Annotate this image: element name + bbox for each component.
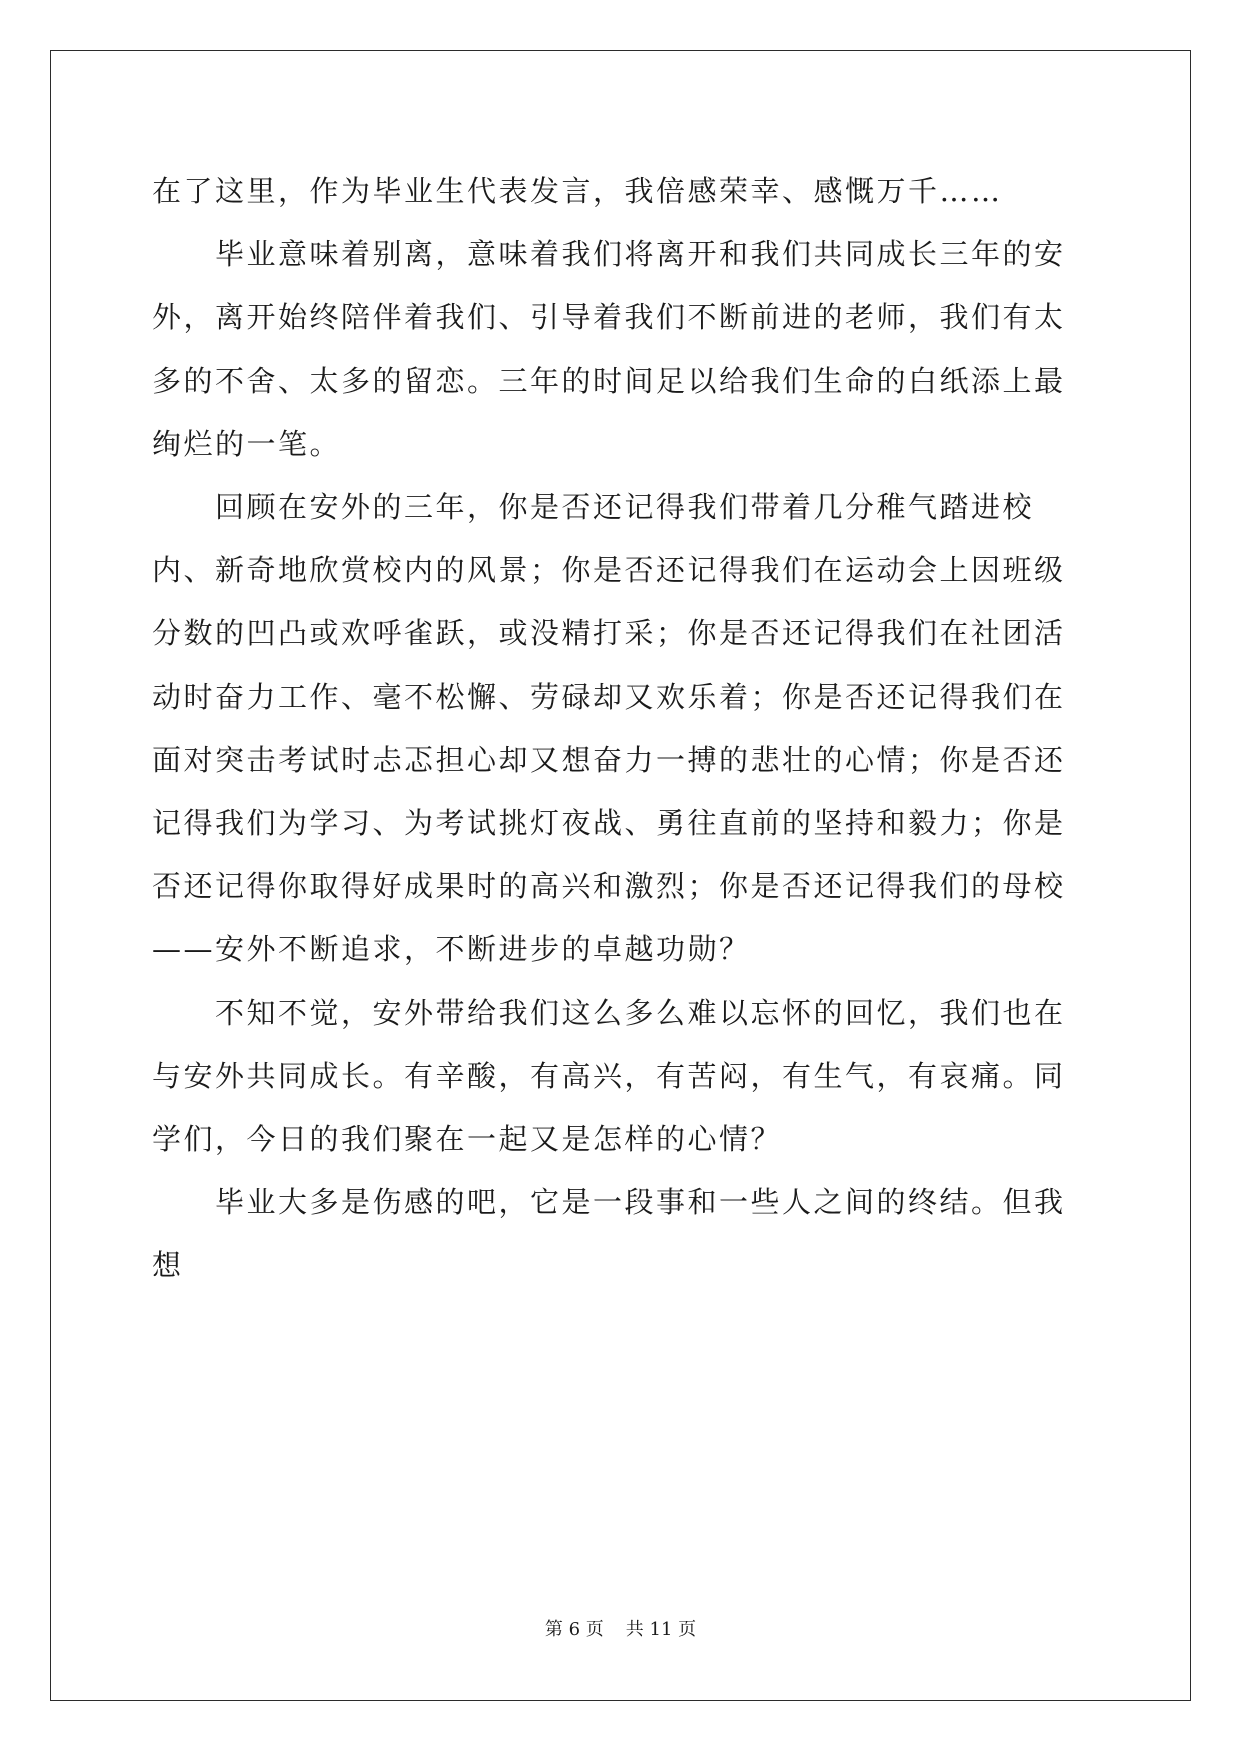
paragraph-4: 不知不觉，安外带给我们这么多么难以忘怀的回忆，我们也在与安外共同成长。有辛酸，有高兴，有苦闷，有生气，有哀痛。同学们，今日的我们聚在一起又是怎样的心情？: [152, 995, 1066, 1157]
document-body: [152, 160, 1092, 1298]
paragraph-3: 回顾在安外的三年，你是否还记得我们带着几分稚气踏进校内、新奇地欣赏校内的风景；你是否还记得我们在运动会上因班级分数的凹凸或欢呼雀跃，或没精打采；你是否还记得我们在社团活动时奋力工作、毫不松懈、劳碌却又欢乐着；你是否还记得我们在面对突击考试时忐忑担心却又想奋力一搏的悲壮的心情；你是否还记得我们为学习、为考试挑灯夜战、勇往直前的坚持和毅力；你是否还记得你取得好成果时的高兴和激烈；你是否还记得我们的母校——安外不断追求，不断进步的卓越功勋？: [152, 490, 1066, 967]
page-number: 第 6 页: [544, 1619, 604, 1640]
page-total: 共 11 页: [625, 1619, 697, 1640]
paragraph-5: 毕业大多是伤感的吧，它是一段事和一些人之间的终结。但我想: [152, 1185, 1066, 1283]
paragraph-1: 在了这里，作为毕业生代表发言，我倍感荣幸、感慨万千……: [152, 174, 1003, 208]
page-footer: [0, 1615, 1241, 1641]
paragraph-2: 毕业意味着别离，意味着我们将离开和我们共同成长三年的安外，离开始终陪伴着我们、引导着我们不断前进的老师，我们有太多的不舍、太多的留恋。三年的时间足以给我们生命的白纸添上最绚烂的一笔。: [152, 237, 1066, 461]
